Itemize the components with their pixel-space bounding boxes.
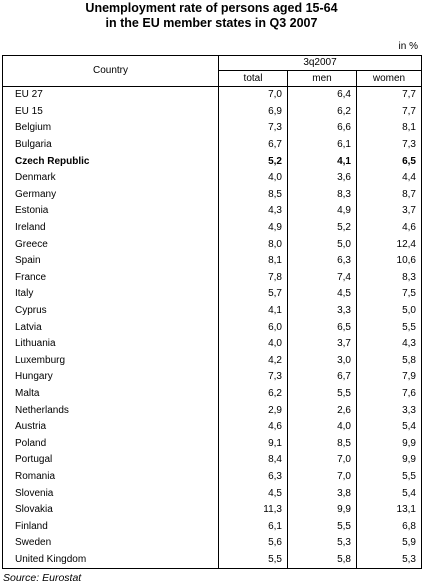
table-body: [3, 87, 422, 569]
men-cell: 7,0: [288, 469, 357, 486]
women-cell: 5,8: [357, 353, 422, 370]
women-cell: 7,6: [357, 386, 422, 403]
men-cell: 6,6: [288, 120, 357, 137]
country-cell: United Kingdom: [3, 552, 219, 569]
table-row: [3, 369, 422, 386]
men-cell: 6,7: [288, 369, 357, 386]
total-column-header: total: [219, 71, 288, 87]
country-cell: Germany: [3, 187, 219, 204]
men-cell: 4,0: [288, 419, 357, 436]
women-cell: 5,4: [357, 419, 422, 436]
title-line-1: Unemployment rate of persons aged 15-64: [85, 1, 338, 15]
total-cell: 6,3: [219, 469, 288, 486]
men-cell: 6,5: [288, 319, 357, 336]
men-cell: 7,0: [288, 452, 357, 469]
total-cell: 4,1: [219, 303, 288, 320]
women-cell: 7,9: [357, 369, 422, 386]
men-cell: 5,5: [288, 386, 357, 403]
total-cell: 8,4: [219, 452, 288, 469]
men-cell: 6,2: [288, 104, 357, 121]
men-cell: 5,5: [288, 518, 357, 535]
total-cell: 7,3: [219, 369, 288, 386]
women-cell: 8,1: [357, 120, 422, 137]
country-cell: EU 15: [3, 104, 219, 121]
country-cell: Poland: [3, 435, 219, 452]
title-line-2: in the EU member states in Q3 2007: [105, 16, 318, 30]
women-cell: 10,6: [357, 253, 422, 270]
women-cell: 7,7: [357, 87, 422, 104]
total-cell: 6,2: [219, 386, 288, 403]
country-cell: Italy: [3, 286, 219, 303]
table-row: [3, 220, 422, 237]
country-cell: Ireland: [3, 220, 219, 237]
total-cell: 6,1: [219, 518, 288, 535]
total-cell: 8,1: [219, 253, 288, 270]
women-cell: 12,4: [357, 236, 422, 253]
total-cell: 5,7: [219, 286, 288, 303]
women-cell: 7,3: [357, 137, 422, 154]
table-row: [3, 236, 422, 253]
men-cell: 4,5: [288, 286, 357, 303]
table-row: [3, 552, 422, 569]
men-cell: 4,9: [288, 203, 357, 220]
country-cell: Denmark: [3, 170, 219, 187]
total-cell: 6,0: [219, 319, 288, 336]
men-column-header: men: [288, 71, 357, 87]
total-cell: 4,9: [219, 220, 288, 237]
country-cell: Estonia: [3, 203, 219, 220]
men-cell: 3,8: [288, 485, 357, 502]
total-cell: 4,6: [219, 419, 288, 436]
table-row: [3, 518, 422, 535]
table-row: [3, 402, 422, 419]
table-row: [3, 319, 422, 336]
table-row: [3, 535, 422, 552]
total-cell: 5,2: [219, 153, 288, 170]
table-row: [3, 386, 422, 403]
men-cell: 7,4: [288, 270, 357, 287]
total-cell: 2,9: [219, 402, 288, 419]
country-cell: Latvia: [3, 319, 219, 336]
women-cell: 5,5: [357, 319, 422, 336]
table-row: [3, 419, 422, 436]
country-cell: Portugal: [3, 452, 219, 469]
table-row: [3, 137, 422, 154]
women-cell: 5,0: [357, 303, 422, 320]
total-cell: 4,2: [219, 353, 288, 370]
source-note: Source: Eurostat: [3, 572, 82, 584]
men-cell: 3,0: [288, 353, 357, 370]
table-row: [3, 170, 422, 187]
table-row: [3, 104, 422, 121]
table-row: [3, 203, 422, 220]
total-cell: 8,5: [219, 187, 288, 204]
men-cell: 6,4: [288, 87, 357, 104]
unit-label: in %: [398, 41, 418, 52]
country-cell: Romania: [3, 469, 219, 486]
table-row: [3, 502, 422, 519]
country-cell: Malta: [3, 386, 219, 403]
total-cell: 7,3: [219, 120, 288, 137]
total-cell: 5,5: [219, 552, 288, 569]
country-column-header: Country: [3, 56, 219, 87]
country-cell: EU 27: [3, 87, 219, 104]
table-row: [3, 469, 422, 486]
country-cell: Belgium: [3, 120, 219, 137]
table-row: [3, 286, 422, 303]
men-cell: 5,8: [288, 552, 357, 569]
total-cell: 4,3: [219, 203, 288, 220]
women-cell: 4,4: [357, 170, 422, 187]
men-cell: 6,1: [288, 137, 357, 154]
women-cell: 7,5: [357, 286, 422, 303]
women-cell: 4,3: [357, 336, 422, 353]
table-row: [3, 353, 422, 370]
total-cell: 4,0: [219, 170, 288, 187]
women-cell: 5,3: [357, 552, 422, 569]
table-row: [3, 87, 422, 104]
men-cell: 6,3: [288, 253, 357, 270]
country-cell: Slovenia: [3, 485, 219, 502]
women-cell: 4,6: [357, 220, 422, 237]
total-cell: 5,6: [219, 535, 288, 552]
women-cell: 6,8: [357, 518, 422, 535]
women-cell: 5,5: [357, 469, 422, 486]
men-cell: 8,3: [288, 187, 357, 204]
total-cell: 11,3: [219, 502, 288, 519]
women-cell: 8,3: [357, 270, 422, 287]
country-cell: Spain: [3, 253, 219, 270]
women-cell: 5,4: [357, 485, 422, 502]
country-cell: Finland: [3, 518, 219, 535]
country-cell: Hungary: [3, 369, 219, 386]
table-row: [3, 153, 422, 170]
men-cell: 5,3: [288, 535, 357, 552]
total-cell: 7,0: [219, 87, 288, 104]
country-cell: Greece: [3, 236, 219, 253]
country-cell: Czech Republic: [3, 153, 219, 170]
country-cell: Austria: [3, 419, 219, 436]
men-cell: 3,6: [288, 170, 357, 187]
country-cell: Slovakia: [3, 502, 219, 519]
women-cell: 13,1: [357, 502, 422, 519]
women-cell: 7,7: [357, 104, 422, 121]
country-cell: Lithuania: [3, 336, 219, 353]
country-cell: Sweden: [3, 535, 219, 552]
men-cell: 9,9: [288, 502, 357, 519]
period-header: 3q2007: [219, 56, 422, 71]
men-cell: 5,2: [288, 220, 357, 237]
men-cell: 2,6: [288, 402, 357, 419]
table-row: [3, 435, 422, 452]
country-cell: Bulgaria: [3, 137, 219, 154]
total-cell: 4,5: [219, 485, 288, 502]
table-row: [3, 187, 422, 204]
table-row: [3, 120, 422, 137]
country-cell: Luxemburg: [3, 353, 219, 370]
total-cell: 6,9: [219, 104, 288, 121]
total-cell: 4,0: [219, 336, 288, 353]
women-cell: 3,3: [357, 402, 422, 419]
total-cell: 8,0: [219, 236, 288, 253]
women-cell: 5,9: [357, 535, 422, 552]
total-cell: 6,7: [219, 137, 288, 154]
women-cell: 3,7: [357, 203, 422, 220]
men-cell: 3,7: [288, 336, 357, 353]
table-row: [3, 485, 422, 502]
men-cell: 4,1: [288, 153, 357, 170]
table-row: [3, 253, 422, 270]
country-cell: Netherlands: [3, 402, 219, 419]
women-cell: 8,7: [357, 187, 422, 204]
table-row: [3, 336, 422, 353]
total-cell: 7,8: [219, 270, 288, 287]
unemployment-table: [2, 55, 422, 569]
country-cell: Cyprus: [3, 303, 219, 320]
table-row: [3, 270, 422, 287]
table-title: [0, 1, 423, 31]
women-column-header: women: [357, 71, 422, 87]
women-cell: 9,9: [357, 452, 422, 469]
women-cell: 9,9: [357, 435, 422, 452]
men-cell: 5,0: [288, 236, 357, 253]
total-cell: 9,1: [219, 435, 288, 452]
table-row: [3, 303, 422, 320]
table-row: [3, 452, 422, 469]
country-cell: France: [3, 270, 219, 287]
men-cell: 3,3: [288, 303, 357, 320]
women-cell: 6,5: [357, 153, 422, 170]
men-cell: 8,5: [288, 435, 357, 452]
